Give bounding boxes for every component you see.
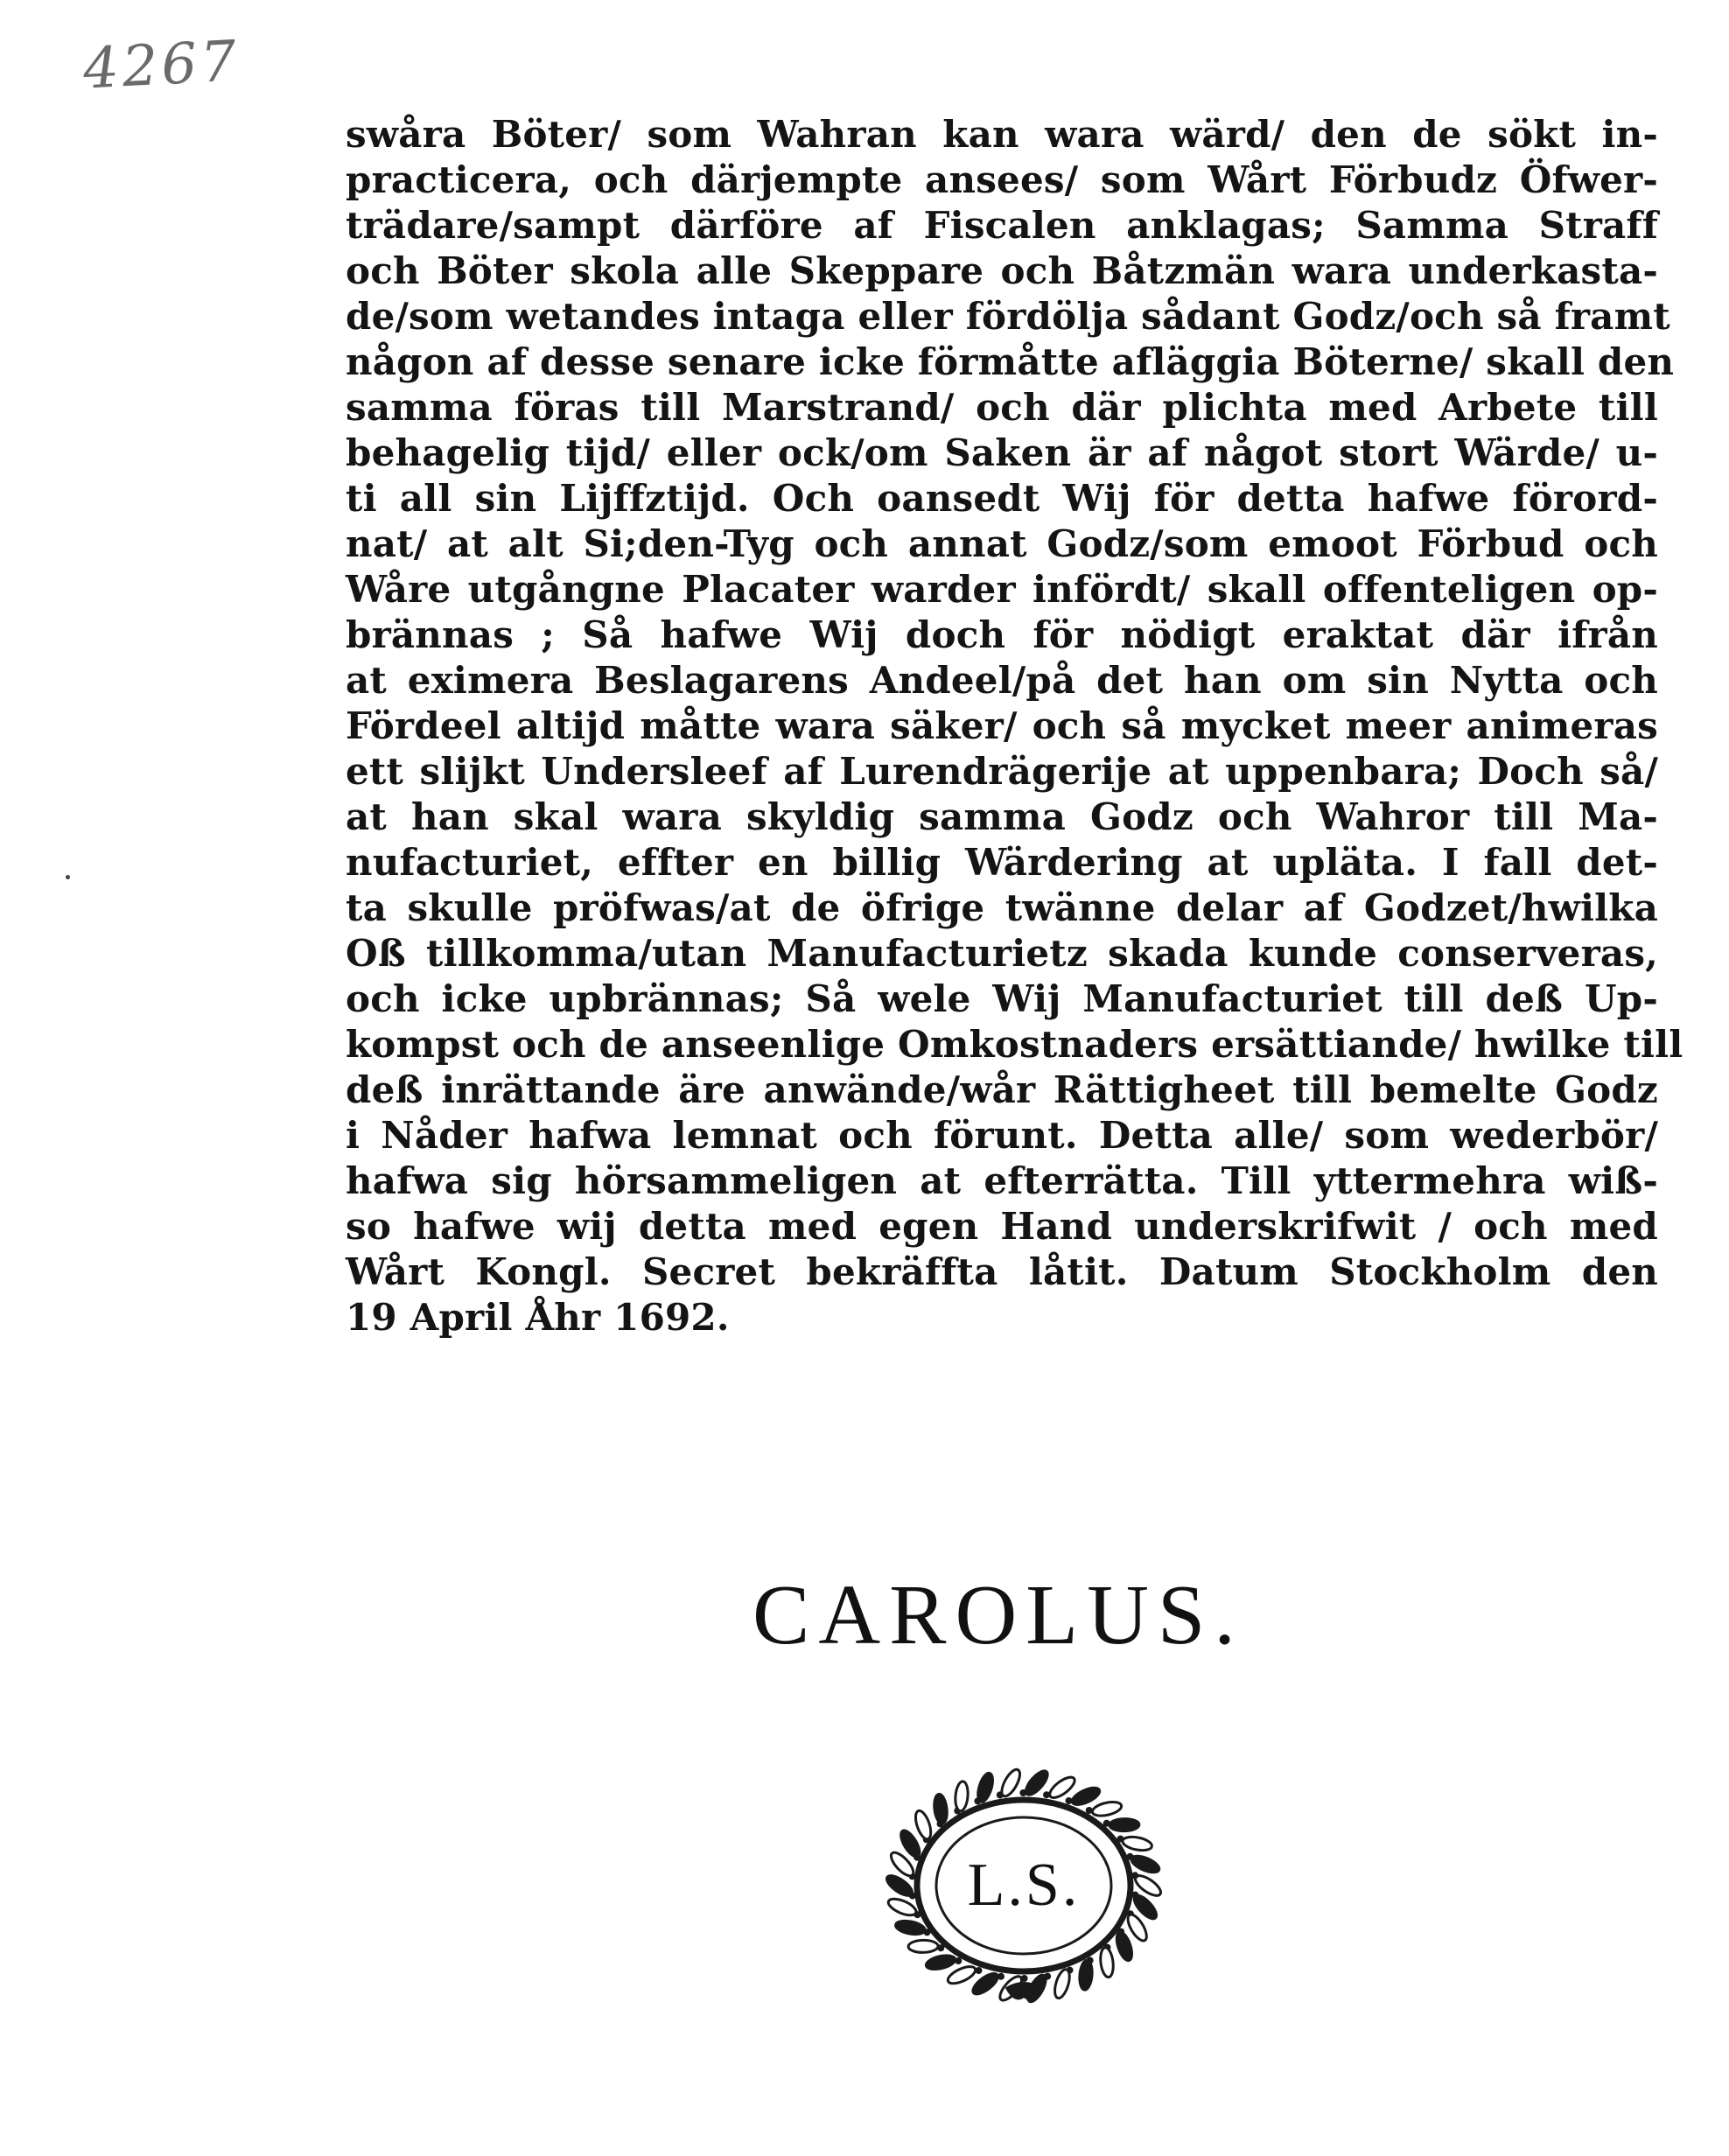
text-line: hafwa sig hörsammeligen at efterrätta. Till yttermehra wiß-	[346, 1159, 1658, 1202]
text-line: Wårt Kongl. Secret bekräffta låtit. Datum Stockholm den	[346, 1250, 1658, 1293]
text-line: brännas ; Så hafwe Wij doch för nödigt eraktat där ifrån	[346, 613, 1658, 656]
text-line: kompst och de anseenlige Omkostnaders ersättiande/ hwilke till	[346, 1023, 1684, 1066]
text-line: ett slijkt Undersleef af Lurendrägerije at uppenbara; Doch så/	[346, 750, 1658, 793]
text-line: ti all sin Lijffztijd. Och oansedt Wij för detta hafwe förord-	[346, 477, 1658, 520]
text-line: nufacturiet, effter en billig Wärdering at upläta. I fall det-	[346, 841, 1658, 884]
text-line: trädare/sampt därföre af Fiscalen anklagas; Samma Straff	[346, 204, 1658, 247]
seal-wreath	[875, 1759, 1172, 2012]
decree-text	[346, 112, 1684, 1340]
text-line: nat/ at alt Si;den-Tyg och annat Godz/som emoot Förbud och	[346, 522, 1658, 565]
text-line: at eximera Beslagarens Andeel/på det han om sin Nytta och	[346, 659, 1658, 702]
ink-speck	[66, 875, 70, 879]
text-line: i Nåder hafwa lemnat och förunt. Detta alle/ som wederbör/	[346, 1114, 1658, 1157]
text-line: och Böter skola alle Skeppare och Båtzmän wara underkasta-	[346, 249, 1658, 292]
royal-signature: CAROLUS.	[752, 1568, 1244, 1662]
text-line: at han skal wara skyldig samma Godz och Wahror till Ma-	[346, 795, 1658, 838]
text-line: Wåre utgångne Placater warder infördt/ skall offenteligen op-	[346, 568, 1658, 611]
date-line: 19 April Åhr 1692.	[346, 1296, 730, 1339]
text-line: so hafwe wij detta med egen Hand underskrifwit / och med	[346, 1205, 1658, 1248]
text-line: swåra Böter/ som Wahran kan wara wärd/ den de sökt in-	[346, 113, 1658, 156]
text-line: de/som wetandes intaga eller fördölja sådant Godz/och så framt	[346, 295, 1670, 338]
text-line: practicera, och därjempte ansees/ som Wårt Förbudz Öfwer-	[346, 158, 1658, 201]
text-line: och icke upbrännas; Så wele Wij Manufacturiet till deß Up-	[346, 977, 1658, 1020]
text-line: ta skulle pröfwas/at de öfrige twänne delar af Godzet/hwilka	[346, 886, 1658, 929]
text-line: Fördeel altijd måtte wara säker/ och så mycket meer animeras	[346, 704, 1658, 747]
margin-annotation: 4267	[81, 29, 242, 102]
text-line: deß inrättande äre anwände/wår Rättigheet till bemelte Godz	[346, 1068, 1658, 1111]
seal-label: L.S.	[967, 1852, 1081, 1919]
text-line: Oß tillkomma/utan Manufacturietz skada kunde conserveras,	[346, 932, 1658, 975]
text-line: samma föras till Marstrand/ och där plichta med Arbete till	[346, 386, 1658, 429]
text-line: någon af desse senare icke förmåtte afläggia Böterne/ skall den	[346, 340, 1675, 383]
text-line: behagelig tijd/ eller ock/om Saken är af något stort Wärde/ u-	[346, 431, 1658, 474]
